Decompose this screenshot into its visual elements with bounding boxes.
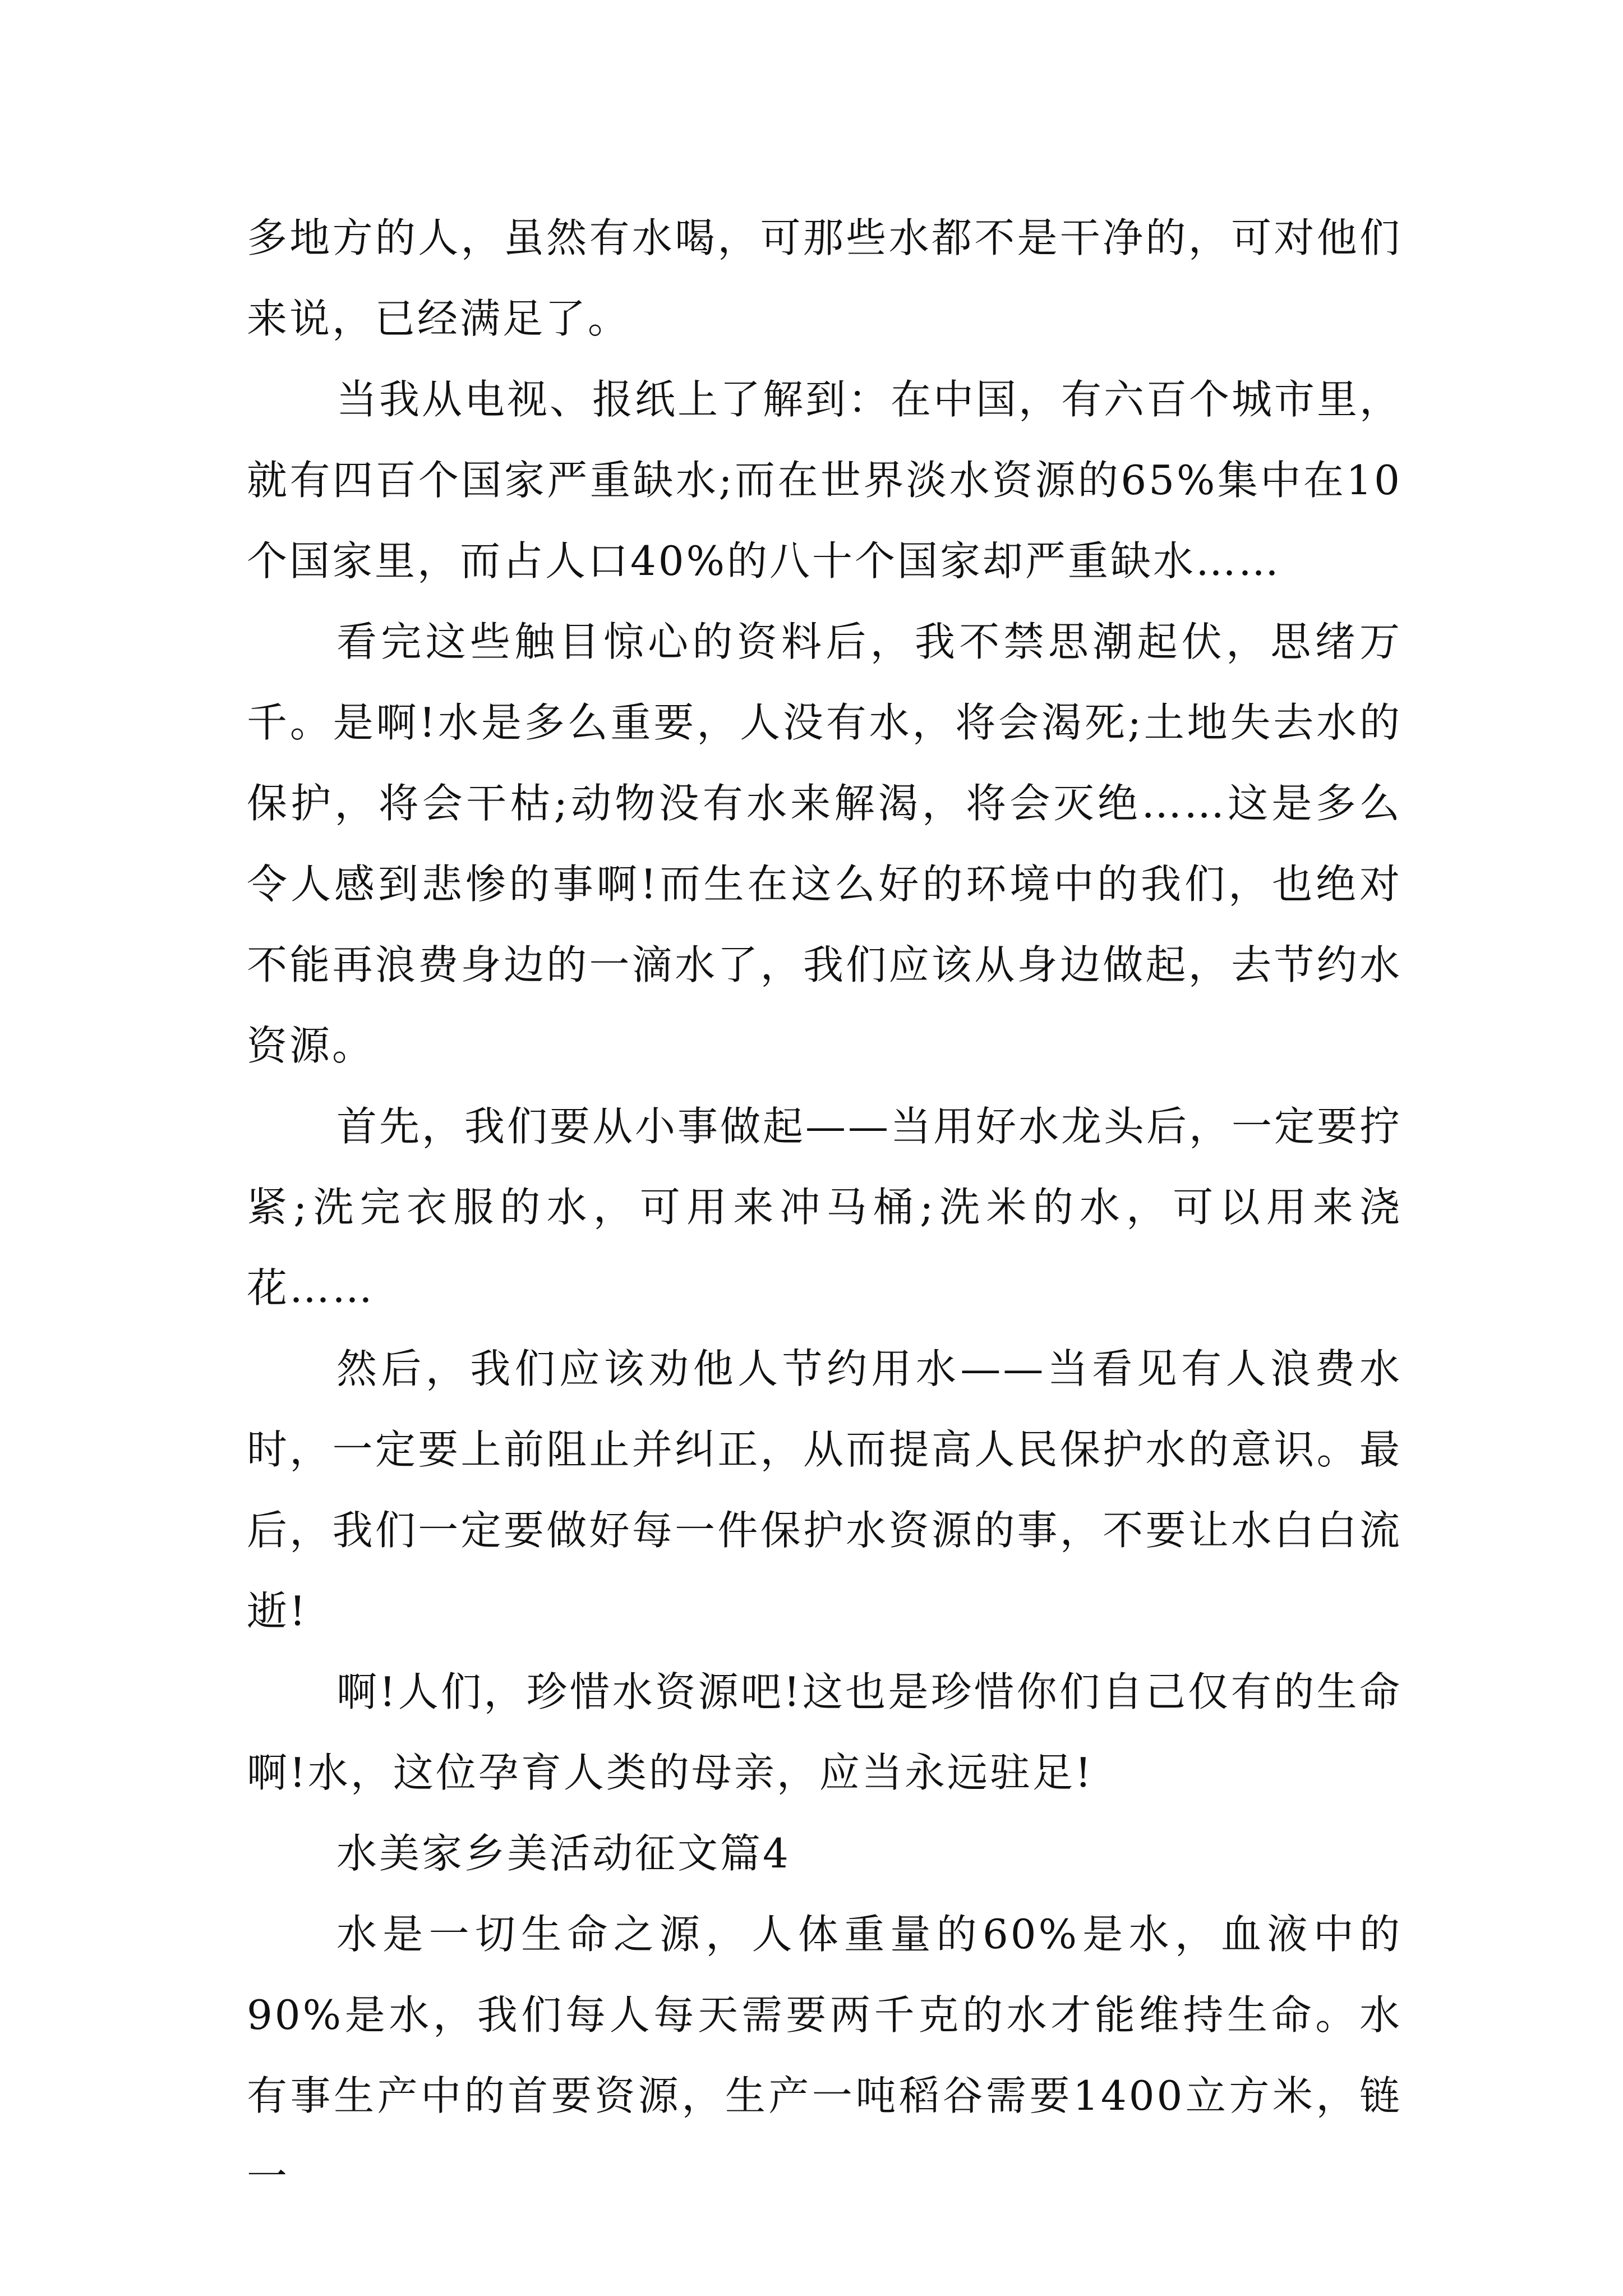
document-body [247, 197, 1402, 2217]
section-heading: 水美家乡美活动征文篇4 [336, 1830, 791, 1877]
paragraph-continuation: 多地方的人，虽然有水喝，可那些水都不是干净的，可对他们来说，已经满足了。 [247, 214, 1402, 342]
paragraph-exclamation: 啊!人们，珍惜水资源吧!这也是珍惜你们自己仅有的生命啊!水，这位孕育人类的母亲，应当永远驻足! [247, 1668, 1402, 1796]
paragraph-then-finally: 然后，我们应该劝他人节约用水——当看见有人浪费水时，一定要上前阻止并纠正，从而提高人民保护水的意识。最后，我们一定要做好每一件保护水资源的事，不要让水白白流逝! [247, 1345, 1402, 1635]
paragraph-water-shortage-facts: 当我从电视、报纸上了解到：在中国，有六百个城市里，就有四百个国家严重缺水;而在世界淡水资源的65%集中在10个国家里，而占人口40%的八十个国家却严重缺水…… [247, 376, 1403, 585]
paragraph-reflection: 看完这些触目惊心的资料后，我不禁思潮起伏，思绪万千。是啊!水是多么重要，人没有水，将会渴死;土地失去水的保护，将会干枯;动物没有水来解渴，将会灭绝……这是多么令人感到悲惨的事啊!而生在这么好的环境中的我们，也绝对不能再浪费身边的一滴水了，我们应该从身边做起，去节约水资源。 [247, 618, 1402, 1069]
paragraph-water-source-of-life: 水是一切生命之源，人体重量的60%是水，血液中的90%是水，我们每人每天需要两千克的水才能维持生命。水有事生产中的首要资源，生产一吨稻谷需要1400立方米，链一 [247, 1911, 1402, 2200]
paragraph-first-step: 首先，我们要从小事做起——当用好水龙头后，一定要拧紧;洗完衣服的水，可用来冲马桶;洗米的水，可以用来浇花…… [247, 1103, 1403, 1312]
